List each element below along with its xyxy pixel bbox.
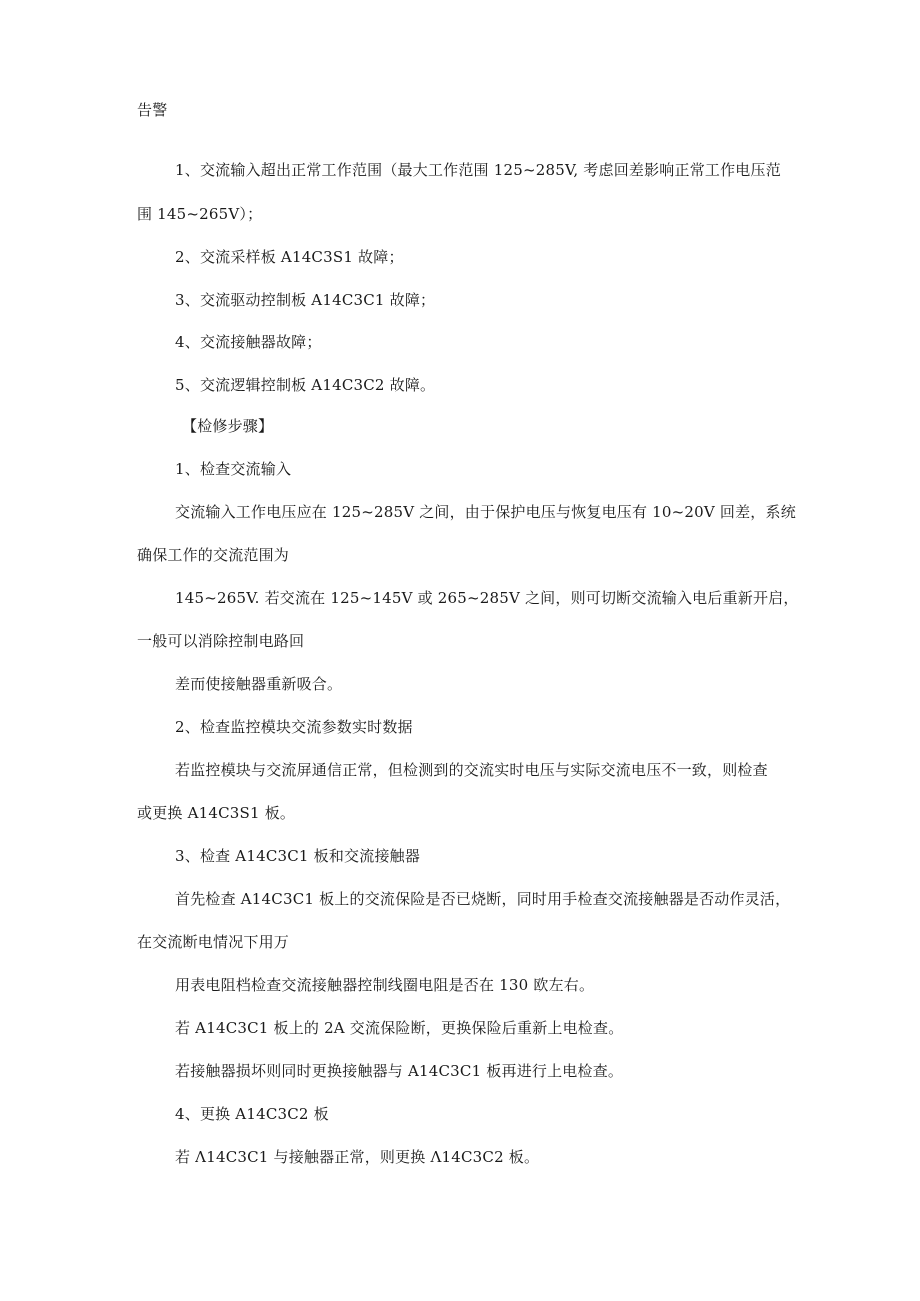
step1-line-3: 145~265V. 若交流在 125~145V 或 265~285V 之间，则可切断交流输入电后重新开启，: [175, 589, 799, 607]
step1-line-2: 确保工作的交流范围为: [137, 546, 290, 564]
step2-line-1: 若监控模块与交流屏通信正常，但检测到的交流实时电压与实际交流电压不一致，则检查: [175, 761, 768, 779]
step1-line-4: 一般可以消除控制电路回: [137, 632, 305, 650]
step3-line-3: 用表电阻档检查交流接触器控制线圈电阻是否在 130 欧左右。: [175, 976, 595, 994]
step2-title: 2、检查监控模块交流参数实时数据: [175, 718, 413, 736]
step2-line-2: 或更换 A14C3S1 板。: [137, 804, 296, 822]
step1-title: 1、检查交流输入: [175, 460, 292, 478]
heading-alarm: 告警: [137, 101, 168, 119]
step3-title: 3、检查 A14C3C1 板和交流接触器: [175, 847, 421, 865]
step3-line-1: 首先检查 A14C3C1 板上的交流保险是否已烧断，同时用手检查交流接触器是否动作灵活，: [175, 890, 791, 908]
cause-line-3: 3、交流驱动控制板 A14C3C1 故障；: [175, 291, 436, 309]
step3-line-4: 若 A14C3C1 板上的 2A 交流保险断，更换保险后重新上电检查。: [175, 1019, 624, 1037]
steps-title: 【检修步骤】: [182, 417, 274, 435]
cause-line-1: 1、交流输入超出正常工作范围（最大工作范围 125~285V, 考虑回差影响正常工作电压范: [175, 161, 781, 179]
step4-title: 4、更换 A14C3C2 板: [175, 1105, 329, 1123]
step1-line-1: 交流输入工作电压应在 125~285V 之间，由于保护电压与恢复电压有 10~20V 回差，系统: [175, 503, 796, 521]
step4-line-1: 若 Λ14C3C1 与接触器正常，则更换 Λ14C3C2 板。: [175, 1148, 540, 1166]
cause-line-4: 4、交流接触器故障；: [175, 333, 322, 351]
step1-line-5: 差而使接触器重新吸合。: [175, 675, 343, 693]
cause-line-5: 5、交流逻辑控制板 A14C3C2 故障。: [175, 376, 436, 394]
cause-line-2: 2、交流采样板 A14C3S1 故障；: [175, 248, 404, 266]
step3-line-5: 若接触器损坏则同时更换接触器与 A14C3C1 板再进行上电检查。: [175, 1062, 624, 1080]
cause-line-1-cont: 围 145~265V）；: [137, 205, 263, 223]
step3-line-2: 在交流断电情况下用万: [137, 933, 290, 951]
